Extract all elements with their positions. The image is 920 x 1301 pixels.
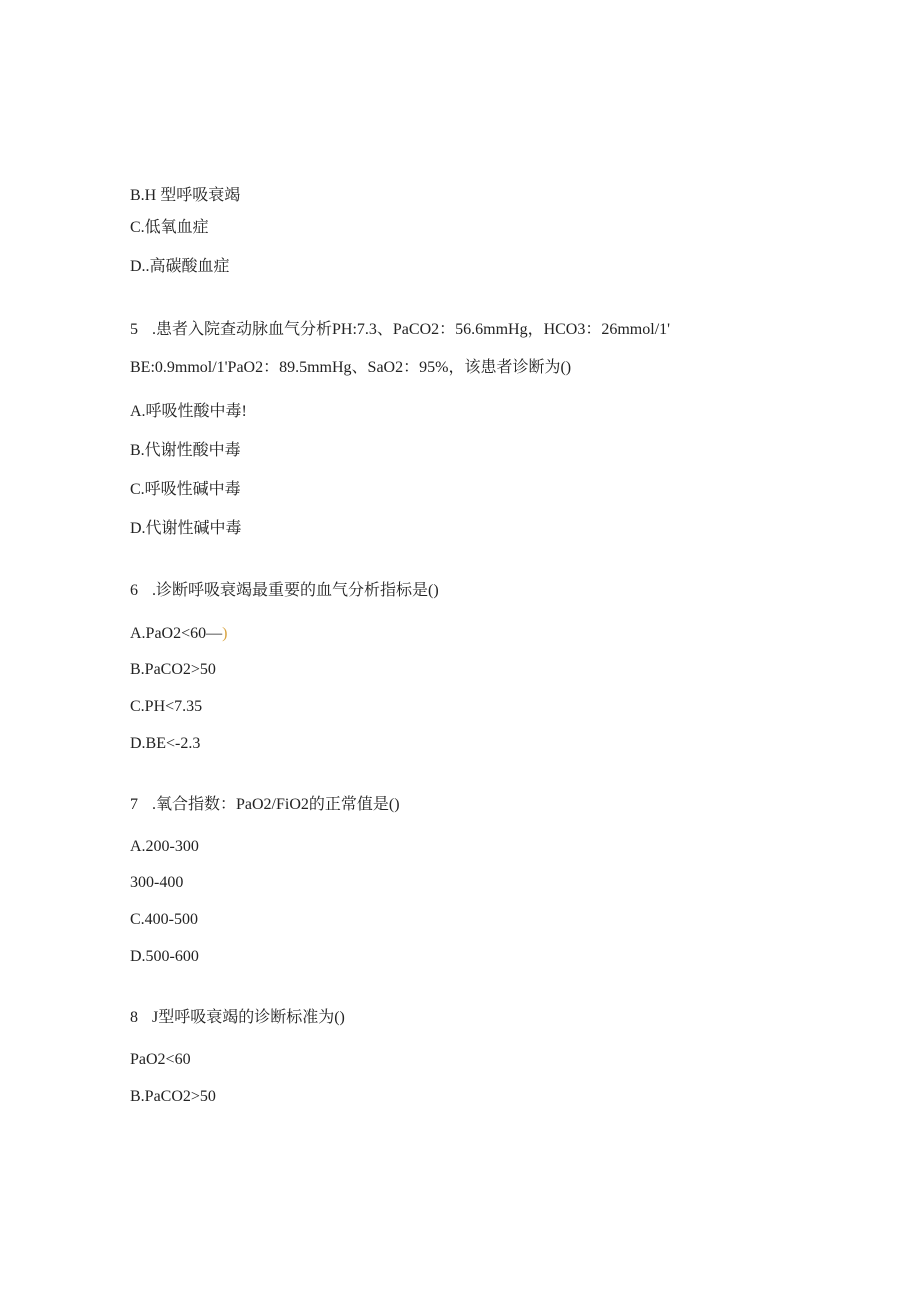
q6-option-c: C.PH<7.35 bbox=[130, 698, 203, 715]
q4-option-b: B.H 型呼吸衰竭 bbox=[130, 187, 241, 204]
q7-stem bbox=[130, 795, 400, 815]
q6-option-d: D.BE<-2.3 bbox=[130, 735, 201, 752]
q8-stem bbox=[130, 1008, 345, 1028]
q6-stem bbox=[130, 581, 439, 601]
q4-option-d: D..高碳酸血症 bbox=[130, 258, 230, 275]
q5-stem-line2: BE:0.9mmol/1'PaO2：89.5mmHg、SaO2：95%，该患者诊断为() bbox=[130, 359, 572, 376]
q5-option-a: A.呼吸性酸中毒! bbox=[130, 403, 247, 420]
q6-option-a bbox=[130, 624, 227, 644]
q7-stem-text: .氧合指数：PaO2/FiO2的正常值是() bbox=[152, 796, 400, 813]
q5-stem-line1 bbox=[130, 320, 670, 340]
q6-option-b: B.PaCO2>50 bbox=[130, 661, 216, 678]
q7-option-c: C.400-500 bbox=[130, 911, 198, 928]
q7-option-d: D.500-600 bbox=[130, 948, 199, 965]
q5-stem-text1: .患者入院查动脉血气分析PH:7.3、PaCO2：56.6mmHg，HCO3：26mmol/1' bbox=[152, 321, 671, 338]
q6-option-a-text: A.PaO2<60— bbox=[130, 625, 223, 642]
q8-option-a: PaO2<60 bbox=[130, 1051, 191, 1068]
q5-number: 5 bbox=[130, 321, 138, 338]
q5-option-b: B.代谢性酸中毒 bbox=[130, 442, 241, 459]
q7-option-b: 300-400 bbox=[130, 874, 184, 891]
q4-option-c: C.低氧血症 bbox=[130, 219, 209, 236]
q8-stem-text: J型呼吸衰竭的诊断标准为() bbox=[152, 1009, 345, 1026]
q7-number: 7 bbox=[130, 796, 138, 813]
q6-option-a-mark: ) bbox=[222, 625, 228, 642]
q6-stem-text: .诊断呼吸衰竭最重要的血气分析指标是() bbox=[152, 582, 439, 599]
q8-option-b: B.PaCO2>50 bbox=[130, 1088, 216, 1105]
q8-number: 8 bbox=[130, 1009, 138, 1026]
q5-option-d: D.代谢性碱中毒 bbox=[130, 520, 242, 537]
q6-number: 6 bbox=[130, 582, 138, 599]
q5-option-c: C.呼吸性碱中毒 bbox=[130, 481, 241, 498]
q7-option-a: A.200-300 bbox=[130, 838, 199, 855]
